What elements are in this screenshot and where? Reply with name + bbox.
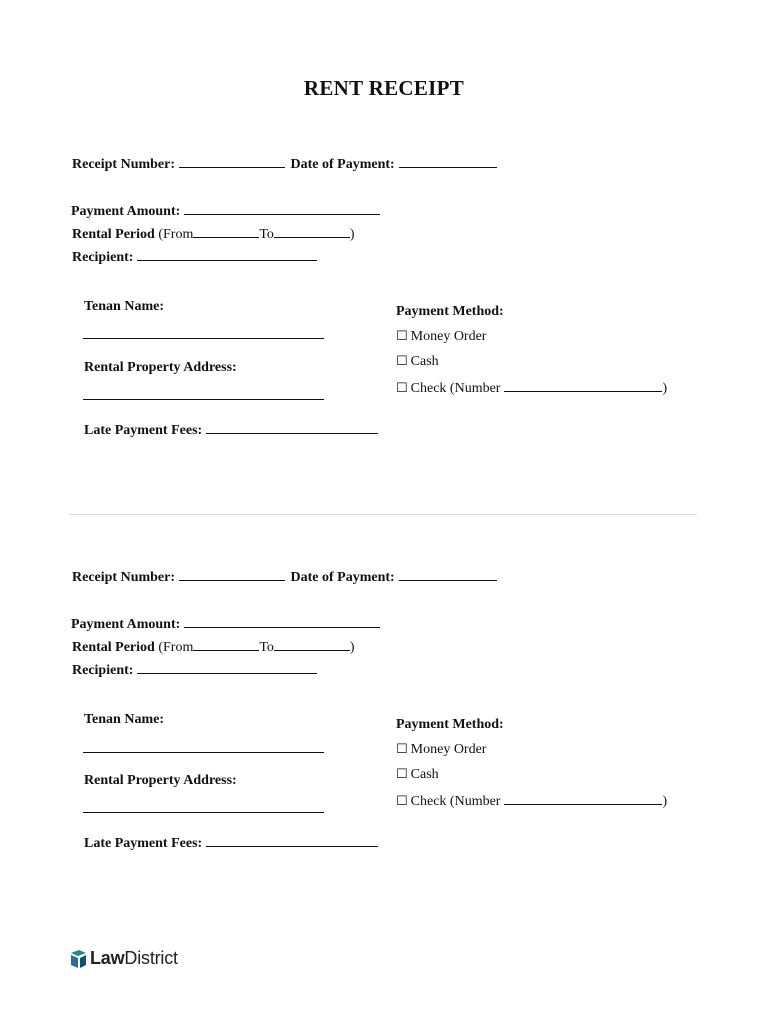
option-check[interactable]: [396, 378, 667, 398]
receipt-number-field[interactable]: [179, 154, 285, 168]
document-title: RENT RECEIPT: [303, 76, 465, 100]
receipt-number-row: [72, 567, 497, 587]
check-number-field[interactable]: [504, 378, 662, 392]
option-check-label: Check (Number: [410, 794, 501, 809]
rental-period-row: [72, 637, 355, 657]
rental-property-address-field[interactable]: [83, 812, 324, 813]
recipient-field[interactable]: [137, 247, 317, 261]
date-of-payment-field[interactable]: [399, 567, 497, 581]
rental-period-from-field[interactable]: [193, 224, 259, 238]
date-of-payment-field[interactable]: [399, 154, 497, 168]
rental-period-from-field[interactable]: [193, 637, 259, 651]
checkbox-icon[interactable]: ☐: [396, 742, 408, 757]
from-label: (From: [158, 227, 194, 242]
option-money-order[interactable]: [396, 328, 486, 346]
rental-property-address-field[interactable]: [83, 399, 324, 400]
payment-amount-label: Payment Amount:: [71, 204, 181, 219]
checkbox-icon[interactable]: ☐: [396, 767, 408, 782]
close-paren: ): [349, 640, 355, 655]
payment-amount-field[interactable]: [184, 201, 380, 215]
recipient-row: [72, 660, 317, 680]
date-of-payment-label: Date of Payment:: [290, 570, 395, 585]
rental-property-address-label: Rental Property Address:: [84, 360, 237, 375]
receipt-number-label: Receipt Number:: [72, 157, 176, 172]
option-money-order-label: Money Order: [410, 742, 487, 757]
option-money-order[interactable]: [396, 741, 486, 759]
recipient-label: Recipient:: [72, 663, 134, 678]
receipt-divider: [70, 514, 697, 515]
payment-amount-field[interactable]: [184, 614, 380, 628]
to-label: To: [259, 227, 274, 242]
late-payment-fees-label: Late Payment Fees:: [84, 836, 203, 851]
lawdistrict-logo: [70, 948, 178, 969]
check-close-paren: ): [662, 794, 668, 809]
lawdistrict-logo-icon: [70, 949, 87, 969]
check-close-paren: ): [662, 381, 668, 396]
payment-method-label: Payment Method:: [396, 304, 504, 319]
tenant-name-field[interactable]: [83, 338, 324, 339]
rental-period-row: [72, 224, 355, 244]
rental-period-label: Rental Period: [72, 640, 155, 655]
receipt-number-field[interactable]: [179, 567, 285, 581]
payment-method-label: Payment Method:: [396, 717, 504, 732]
payment-amount-row: [71, 614, 380, 634]
option-cash[interactable]: [396, 353, 439, 371]
option-cash[interactable]: [396, 766, 439, 784]
close-paren: ): [349, 227, 355, 242]
check-number-field[interactable]: [504, 791, 662, 805]
late-payment-fees-label: Late Payment Fees:: [84, 423, 203, 438]
checkbox-icon[interactable]: ☐: [396, 354, 408, 369]
option-cash-label: Cash: [410, 354, 439, 369]
option-money-order-label: Money Order: [410, 329, 487, 344]
to-label: To: [259, 640, 274, 655]
late-payment-fees-row: [84, 833, 378, 853]
late-payment-fees-field[interactable]: [206, 833, 378, 847]
option-check[interactable]: [396, 791, 667, 811]
date-of-payment-label: Date of Payment:: [290, 157, 395, 172]
receipt-number-label: Receipt Number:: [72, 570, 176, 585]
checkbox-icon[interactable]: ☐: [396, 794, 408, 809]
tenant-name-label: Tenan Name:: [84, 712, 164, 727]
tenant-name-label: Tenan Name:: [84, 299, 164, 314]
receipt-number-row: [72, 154, 497, 174]
rental-property-address-label: Rental Property Address:: [84, 773, 237, 788]
payment-amount-label: Payment Amount:: [71, 617, 181, 632]
recipient-label: Recipient:: [72, 250, 134, 265]
option-check-label: Check (Number: [410, 381, 501, 396]
lawdistrict-logo-text: [90, 948, 178, 969]
late-payment-fees-field[interactable]: [206, 420, 378, 434]
tenant-name-field[interactable]: [83, 752, 324, 753]
rental-period-label: Rental Period: [72, 227, 155, 242]
rental-period-to-field[interactable]: [274, 224, 350, 238]
recipient-row: [72, 247, 317, 267]
option-cash-label: Cash: [410, 767, 439, 782]
recipient-field[interactable]: [137, 660, 317, 674]
rental-period-to-field[interactable]: [274, 637, 350, 651]
late-payment-fees-row: [84, 420, 378, 440]
checkbox-icon[interactable]: ☐: [396, 329, 408, 344]
logo-text-bold: Law: [90, 948, 125, 968]
payment-amount-row: [71, 201, 380, 221]
from-label: (From: [158, 640, 194, 655]
checkbox-icon[interactable]: ☐: [396, 381, 408, 396]
logo-text-regular: District: [124, 948, 178, 968]
